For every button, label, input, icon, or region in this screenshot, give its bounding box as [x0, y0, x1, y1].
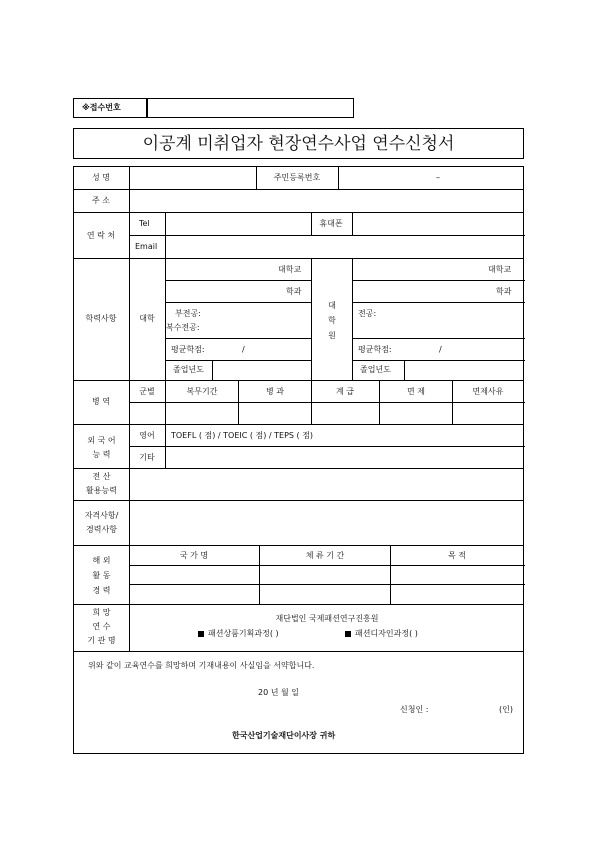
tel-label: Tel: [139, 219, 150, 228]
grad-department-suffix: 학과: [496, 287, 512, 296]
grad-gpa-label: 평균학점:: [358, 345, 392, 354]
computer-skills-label: [74, 470, 129, 498]
addressee: 한국산업기술재단이사장 귀하: [232, 731, 336, 740]
grad-major-label: 전공:: [358, 309, 377, 318]
double-major-label: 복수전공:: [166, 323, 200, 332]
institution-label: [74, 606, 129, 648]
other-language-field[interactable]: [166, 447, 523, 468]
military-label: 병 역: [92, 397, 110, 406]
option-fashion-design-label: 패션디자인과정( ): [355, 629, 418, 638]
overseas-label: [74, 553, 129, 598]
contact-label: 연 락 처: [86, 231, 116, 240]
minor-label: 부전공:: [175, 309, 201, 318]
pledge-statement: 위와 같이 교육연수를 희망하며 기재내용이 사실임을 서약합니다.: [88, 661, 315, 670]
computer-skills-label-text: 전 산 활용능력: [86, 472, 117, 495]
page-title: 이공계 미취업자 현장연수사업 연수신청서: [142, 134, 455, 154]
military-header-period: 복무기간: [186, 387, 218, 396]
military-header-specialty: 병 과: [266, 387, 284, 396]
rrn-separator: –: [436, 173, 440, 182]
applicant-label: 신청인 :: [400, 705, 429, 714]
grad-school-label: [312, 298, 352, 343]
receipt-number-field[interactable]: [148, 99, 352, 117]
certificates-label: [74, 509, 129, 537]
language-label: [74, 434, 129, 462]
address-label: 주 소: [92, 196, 110, 205]
english-label: 영어: [139, 431, 155, 440]
option-fashion-design[interactable]: [345, 630, 418, 638]
institution-label-text: 희 망 연 수 기 관 명: [87, 608, 116, 645]
certificates-label-text: 자격사항/ 경력사항: [84, 511, 119, 534]
title-box: [73, 128, 524, 159]
rrn-label: 주민등록번호: [273, 173, 321, 182]
overseas-label-text: 해 외 활 동 경 력: [92, 556, 111, 595]
receipt-number-label: ※접수번호: [82, 103, 121, 112]
college-label: 대학: [139, 314, 155, 323]
military-header-rank: 계 급: [336, 387, 354, 396]
overseas-header-purpose: 목 적: [448, 551, 466, 560]
computer-skills-field[interactable]: [130, 469, 523, 500]
rrn-field[interactable]: [339, 167, 523, 189]
mobile-field[interactable]: [353, 213, 523, 235]
college-department-suffix: 학과: [286, 287, 302, 296]
language-label-text: 외 국 어 능 력: [87, 436, 116, 459]
institution-name: 재단법인 국제패션연구진흥원: [275, 614, 379, 623]
military-header-exemption: 면 제: [407, 387, 425, 396]
tel-field[interactable]: [166, 213, 311, 235]
grad-graduation-year-label: 졸업년도: [360, 365, 391, 374]
receipt-number-box: [73, 98, 354, 118]
name-label: 성 명: [92, 173, 110, 182]
overseas-header-country: 국 가 명: [179, 551, 209, 560]
pledge-date: 20 년 월 일: [258, 688, 299, 697]
grad-university-suffix: 대학교: [488, 265, 512, 274]
college-graduation-year-label: 졸업년도: [173, 365, 204, 374]
email-label: Email: [135, 242, 158, 251]
application-form: [73, 166, 524, 754]
college-gpa-separator: /: [242, 345, 245, 354]
square-bullet-icon: [198, 631, 204, 637]
address-field[interactable]: [130, 190, 523, 212]
email-field[interactable]: [166, 236, 523, 258]
english-scores-line: TOEFL ( 점) / TOEIC ( 점) / TEPS ( 점): [171, 431, 314, 440]
seal-mark: (인): [499, 705, 513, 714]
college-university-suffix: 대학교: [278, 265, 302, 274]
option-fashion-planning[interactable]: [198, 630, 279, 638]
military-header-branch: 군별: [139, 387, 155, 396]
option-fashion-planning-label: 패션상품기획과정( ): [208, 629, 279, 638]
education-label: 학력사항: [85, 314, 117, 323]
college-gpa-label: 평균학점:: [171, 345, 205, 354]
name-field[interactable]: [130, 167, 256, 189]
other-language-label: 기타: [139, 453, 155, 462]
square-bullet-icon: [345, 631, 351, 637]
overseas-header-duration: 체 류 기 간: [305, 551, 345, 560]
military-header-exemption-reason: 면제사유: [472, 387, 504, 396]
certificates-field[interactable]: [130, 501, 523, 545]
mobile-label: 휴대폰: [319, 219, 343, 228]
grad-gpa-separator: /: [439, 345, 442, 354]
grad-school-label-text: 대 학 원: [328, 301, 336, 340]
